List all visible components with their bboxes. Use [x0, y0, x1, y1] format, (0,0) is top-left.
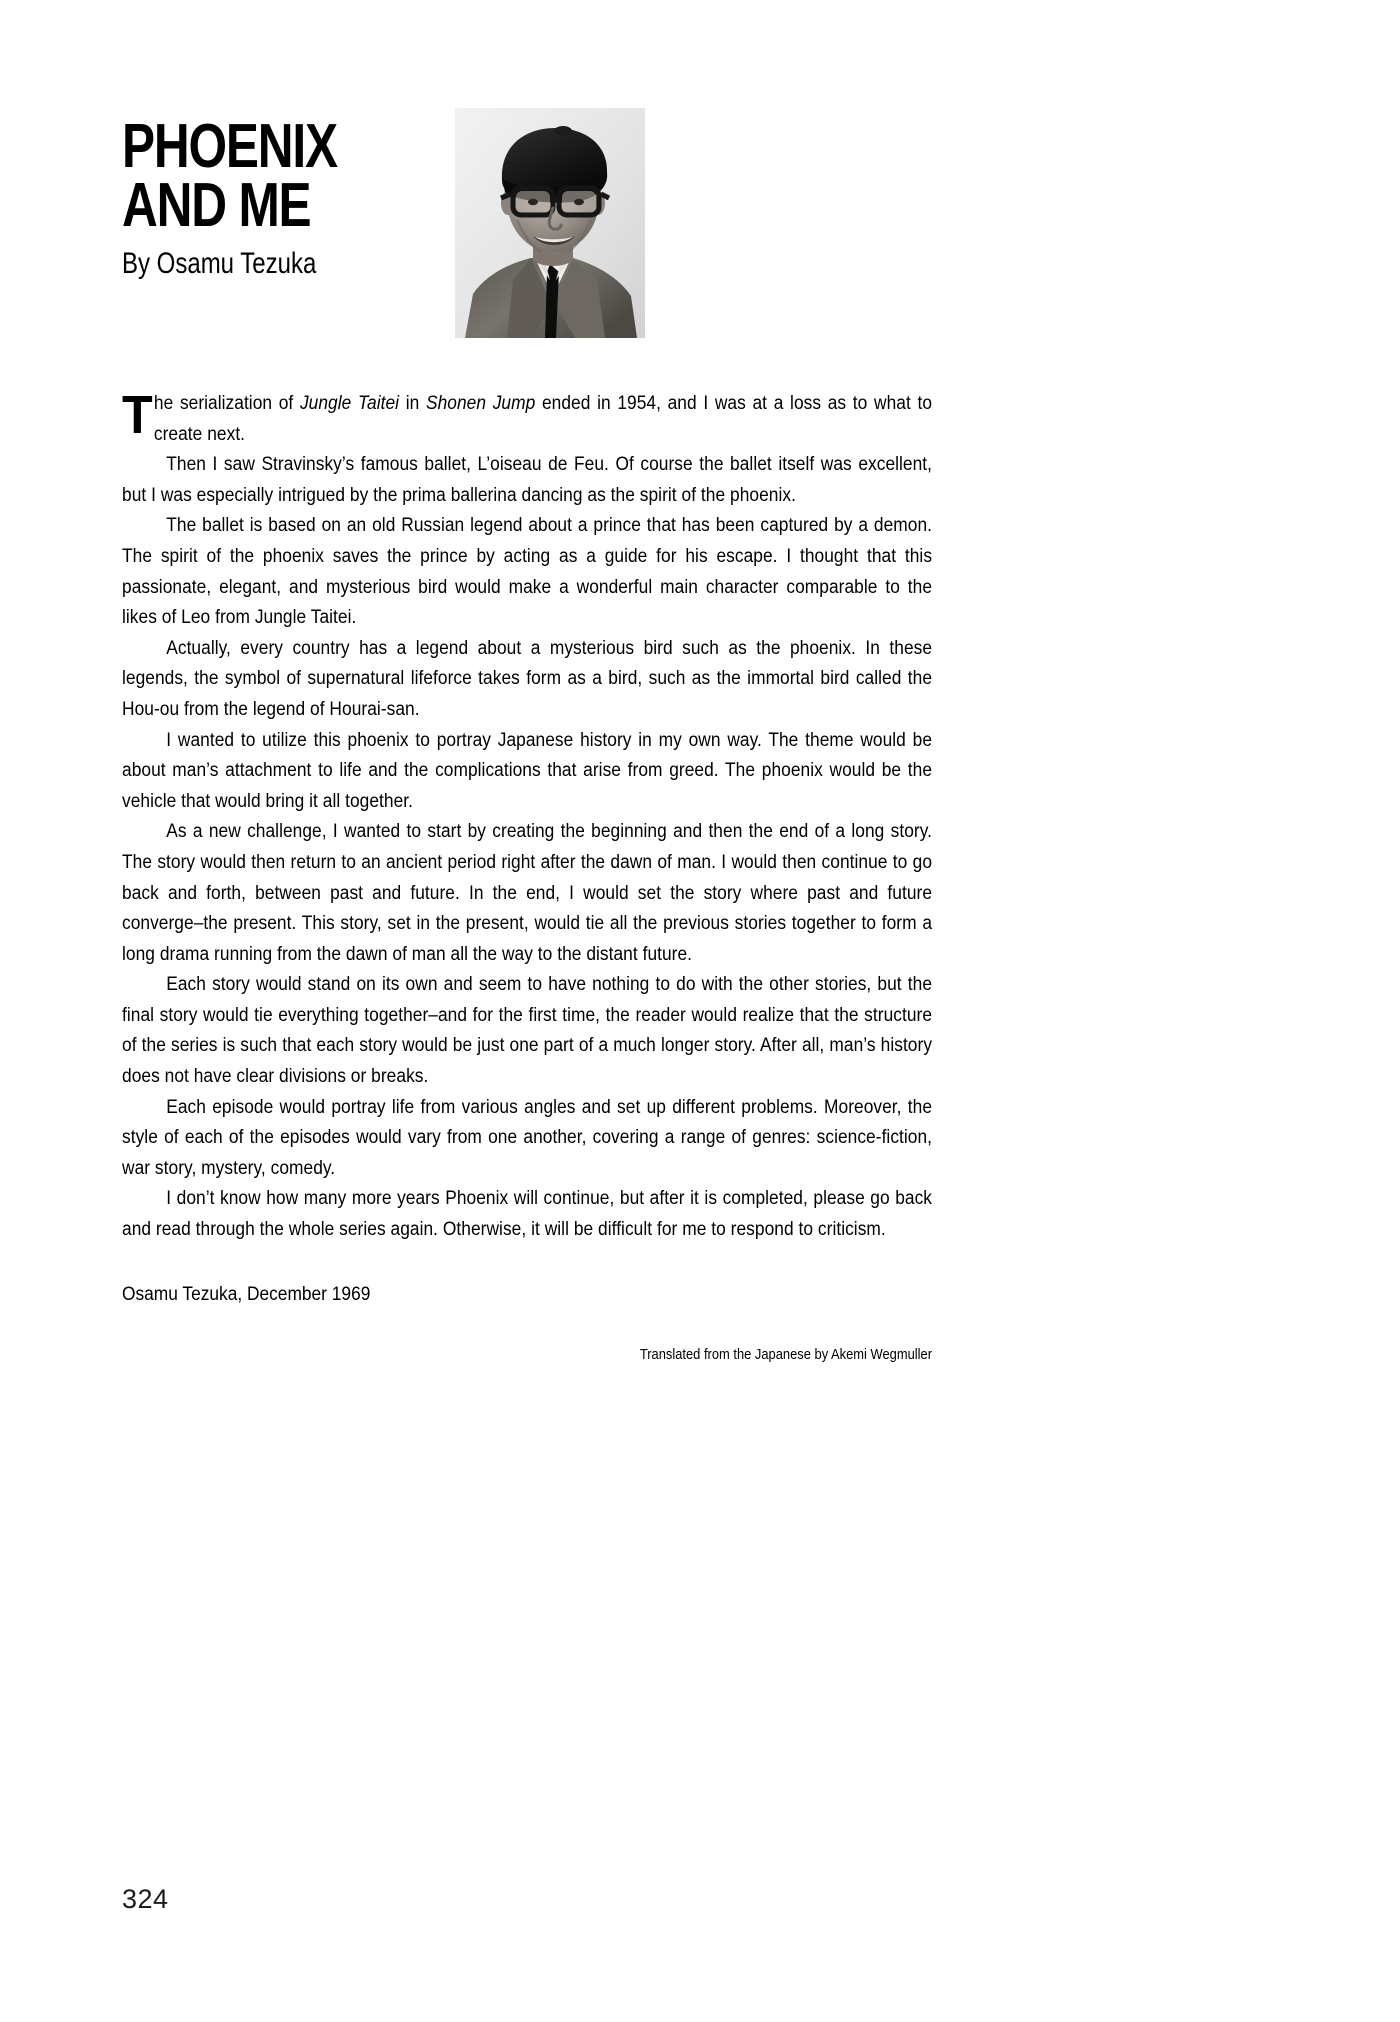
page-title	[122, 112, 391, 281]
article-body	[122, 385, 933, 1365]
paragraph-1-title-shonen-jump: Shonen Jump	[425, 392, 536, 414]
paragraph-5: I wanted to utilize this phoenix to portray Japanese history in my own way. The theme would be about man’s attachment to life and the complications that arise from greed. The phoenix would be the vehicle that would bring it all together.	[122, 728, 933, 812]
author-signoff: Osamu Tezuka, December 1969	[122, 1282, 371, 1305]
paragraph-1-run-5: ended in 1954, and I was at a loss as to what to create next.	[153, 392, 933, 445]
paragraph-1-title-jungle-taitei: Jungle Taitei	[299, 392, 400, 414]
author-byline: By Osamu Tezuka	[122, 247, 317, 281]
paragraph-2: Then I saw Stravinsky’s famous ballet, L’oiseau de Feu. Of course the ballet itself was excellent, but I was especially intrigued by the prima ballerina dancing as the spirit of the phoenix.	[122, 453, 933, 506]
paragraph-1-run-1: he serialization of	[153, 392, 300, 414]
title-line-and-me: AND ME	[122, 171, 311, 241]
drop-cap: T	[122, 385, 153, 445]
title-line-phoenix: PHOENIX	[122, 112, 337, 181]
paragraph-9: I don’t know how many more years Phoenix will continue, but after it is completed, please go back and read through the whole series again. Otherwise, it will be difficult for me to respond to criticism.	[122, 1187, 933, 1241]
translator-credit: Translated from the Japanese by Akemi Wegmuller	[639, 1347, 932, 1364]
paragraph-6: As a new challenge, I wanted to start by creating the beginning and then the end of a long story. The story would then return to an ancient period right after the dawn of man. I would then continue to go back and forth, between past and future. In the end, I would set the story where past and future converge–the present. This story, set in the present, would tie all the previous stories together to form a long drama running from the dawn of man all the way to the distant future.	[122, 820, 933, 965]
page-number: 324	[122, 1884, 169, 1914]
paragraph-7: Each story would stand on its own and seem to have nothing to do with the other stories, but the final story would tie everything together–and for the first time, the reader would realize that the structure of the series is such that each story would be just one part of a much longer story. After all, man’s history does not have clear divisions or breaks.	[122, 973, 933, 1088]
paragraph-8: Each episode would portray life from various angles and set up different problems. Moreover, the style of each of the episodes would vary from one another, covering a range of genres: science-fiction, war story, mystery, comedy.	[122, 1095, 933, 1179]
signoff-spacer	[122, 1245, 932, 1279]
paragraph-1-run-3: in	[399, 392, 426, 414]
paragraph-4: Actually, every country has a legend about a mysterious bird such as the phoenix. In these legends, the symbol of supernatural lifeforce takes form as a bird, such as the immortal bird called the Hou-ou from the legend of Hourai-san.	[122, 636, 933, 720]
author-portrait-photo	[455, 108, 645, 338]
paragraph-1	[122, 385, 933, 449]
translator-spacer	[122, 1309, 932, 1345]
portrait-image	[455, 108, 645, 338]
paragraph-3: The ballet is based on an old Russian legend about a prince that has been captured by a demon. The spirit of the phoenix saves the prince by acting as a guide for his escape. I thought that this passionate, elegant, and mysterious bird would make a wonderful main character comparable to the likes of Leo from Jungle Taitei.	[122, 514, 933, 629]
